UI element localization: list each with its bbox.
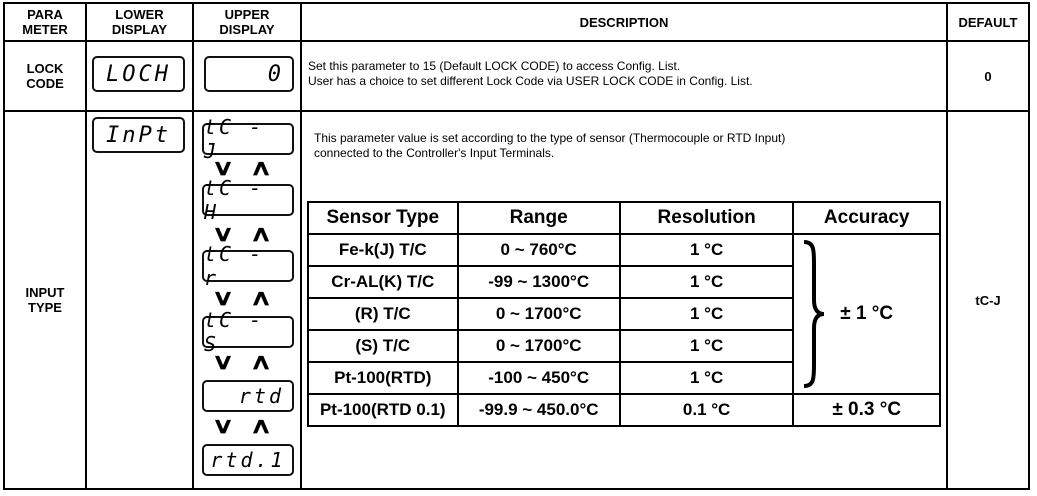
lock-code-upper-display: 0 bbox=[204, 56, 294, 92]
input-type-default: tC-J bbox=[975, 292, 1001, 308]
header-lower-display: LOWER DISPLAY bbox=[111, 7, 168, 37]
input-type-description: This parameter value is set according to the type of sensor (Thermocouple or RTD Input) connected to the Controller's Input Terminals. bbox=[314, 131, 786, 160]
header-description: DESCRIPTION bbox=[579, 14, 669, 30]
lock-code-description: Set this parameter to 15 (Default LOCK CODE) to access Config. List. User has a choice to set different Lock Code via USER LOCK CODE in Config. List. bbox=[308, 59, 753, 88]
sensor-range: 0 ~ 760°C bbox=[458, 234, 620, 266]
sensor-table-header bbox=[308, 202, 940, 234]
upper-display-tc-k: tC - H bbox=[202, 184, 294, 216]
input-type-param: INPUT TYPE bbox=[25, 285, 65, 315]
col-border-right bbox=[1028, 2, 1030, 490]
row-divider bbox=[3, 110, 1030, 112]
chevron-down-icon: ∨ bbox=[211, 413, 235, 438]
chevron-down-icon: ∨ bbox=[211, 221, 235, 246]
sensor-range: 0 ~ 1700°C bbox=[458, 298, 620, 330]
sensor-range: -99 ~ 1300°C bbox=[458, 266, 620, 298]
header-param: PARA METER bbox=[22, 7, 68, 37]
col-accuracy: Accuracy bbox=[793, 202, 940, 234]
chevron-up-icon: ∧ bbox=[249, 155, 273, 180]
lock-code-default: 0 bbox=[984, 68, 992, 84]
table-row bbox=[308, 394, 940, 426]
arrow-pair-2 bbox=[211, 221, 273, 246]
sensor-range: -100 ~ 450°C bbox=[458, 362, 620, 394]
sensor-resolution: 1 °C bbox=[620, 234, 794, 266]
sensor-type: Fe-k(J) T/C bbox=[308, 234, 458, 266]
chevron-up-icon: ∧ bbox=[249, 349, 273, 374]
header-upper-display: UPPER DISPLAY bbox=[219, 7, 275, 37]
arrow-pair-5 bbox=[211, 413, 273, 438]
sensor-range: -99.9 ~ 450.0°C bbox=[458, 394, 620, 426]
upper-display-tc-r: tC - r bbox=[202, 250, 294, 282]
sensor-resolution: 1 °C bbox=[620, 362, 794, 394]
chevron-up-icon: ∧ bbox=[249, 285, 273, 310]
header-default: DEFAULT bbox=[958, 14, 1018, 30]
lock-code-param: LOCK CODE bbox=[26, 61, 64, 91]
header-divider bbox=[3, 40, 1030, 42]
sensor-resolution: 1 °C bbox=[620, 298, 794, 330]
col-border-3 bbox=[300, 2, 302, 490]
table-row bbox=[308, 234, 940, 266]
brace-icon bbox=[800, 240, 826, 388]
sensor-type: Cr-AL(K) T/C bbox=[308, 266, 458, 298]
chevron-down-icon: ∨ bbox=[211, 285, 235, 310]
col-sensor-type: Sensor Type bbox=[308, 202, 458, 234]
sensor-type: Pt-100(RTD) bbox=[308, 362, 458, 394]
chevron-down-icon: ∨ bbox=[211, 155, 235, 180]
arrow-pair-4 bbox=[211, 349, 273, 374]
sensor-resolution: 1 °C bbox=[620, 330, 794, 362]
col-border-2 bbox=[192, 2, 194, 490]
sensor-accuracy: ± 0.3 °C bbox=[793, 394, 940, 426]
col-border-1 bbox=[85, 2, 87, 490]
col-resolution: Resolution bbox=[620, 202, 794, 234]
table-bottom-border bbox=[3, 488, 1030, 490]
upper-display-rtd-01: rtd.1 bbox=[202, 444, 294, 476]
arrow-pair-3 bbox=[211, 285, 273, 310]
chevron-down-icon: ∨ bbox=[211, 349, 235, 374]
upper-display-rtd: rtd bbox=[202, 380, 294, 412]
sensor-type: (R) T/C bbox=[308, 298, 458, 330]
chevron-up-icon: ∧ bbox=[249, 221, 273, 246]
input-type-lower-display: InPt bbox=[92, 117, 185, 153]
upper-display-tc-j: tC - J bbox=[202, 123, 294, 155]
sensor-table bbox=[307, 201, 941, 427]
lock-code-lower-display: LOCH bbox=[92, 56, 185, 92]
col-range: Range bbox=[458, 202, 620, 234]
sensor-range: 0 ~ 1700°C bbox=[458, 330, 620, 362]
arrow-pair-1 bbox=[211, 155, 273, 180]
upper-display-tc-s: tC - S bbox=[202, 316, 294, 348]
chevron-up-icon: ∧ bbox=[249, 413, 273, 438]
sensor-type: (S) T/C bbox=[308, 330, 458, 362]
shared-accuracy: ± 1 °C bbox=[840, 303, 894, 324]
sensor-resolution: 0.1 °C bbox=[620, 394, 794, 426]
sensor-resolution: 1 °C bbox=[620, 266, 794, 298]
sensor-type: Pt-100(RTD 0.1) bbox=[308, 394, 458, 426]
